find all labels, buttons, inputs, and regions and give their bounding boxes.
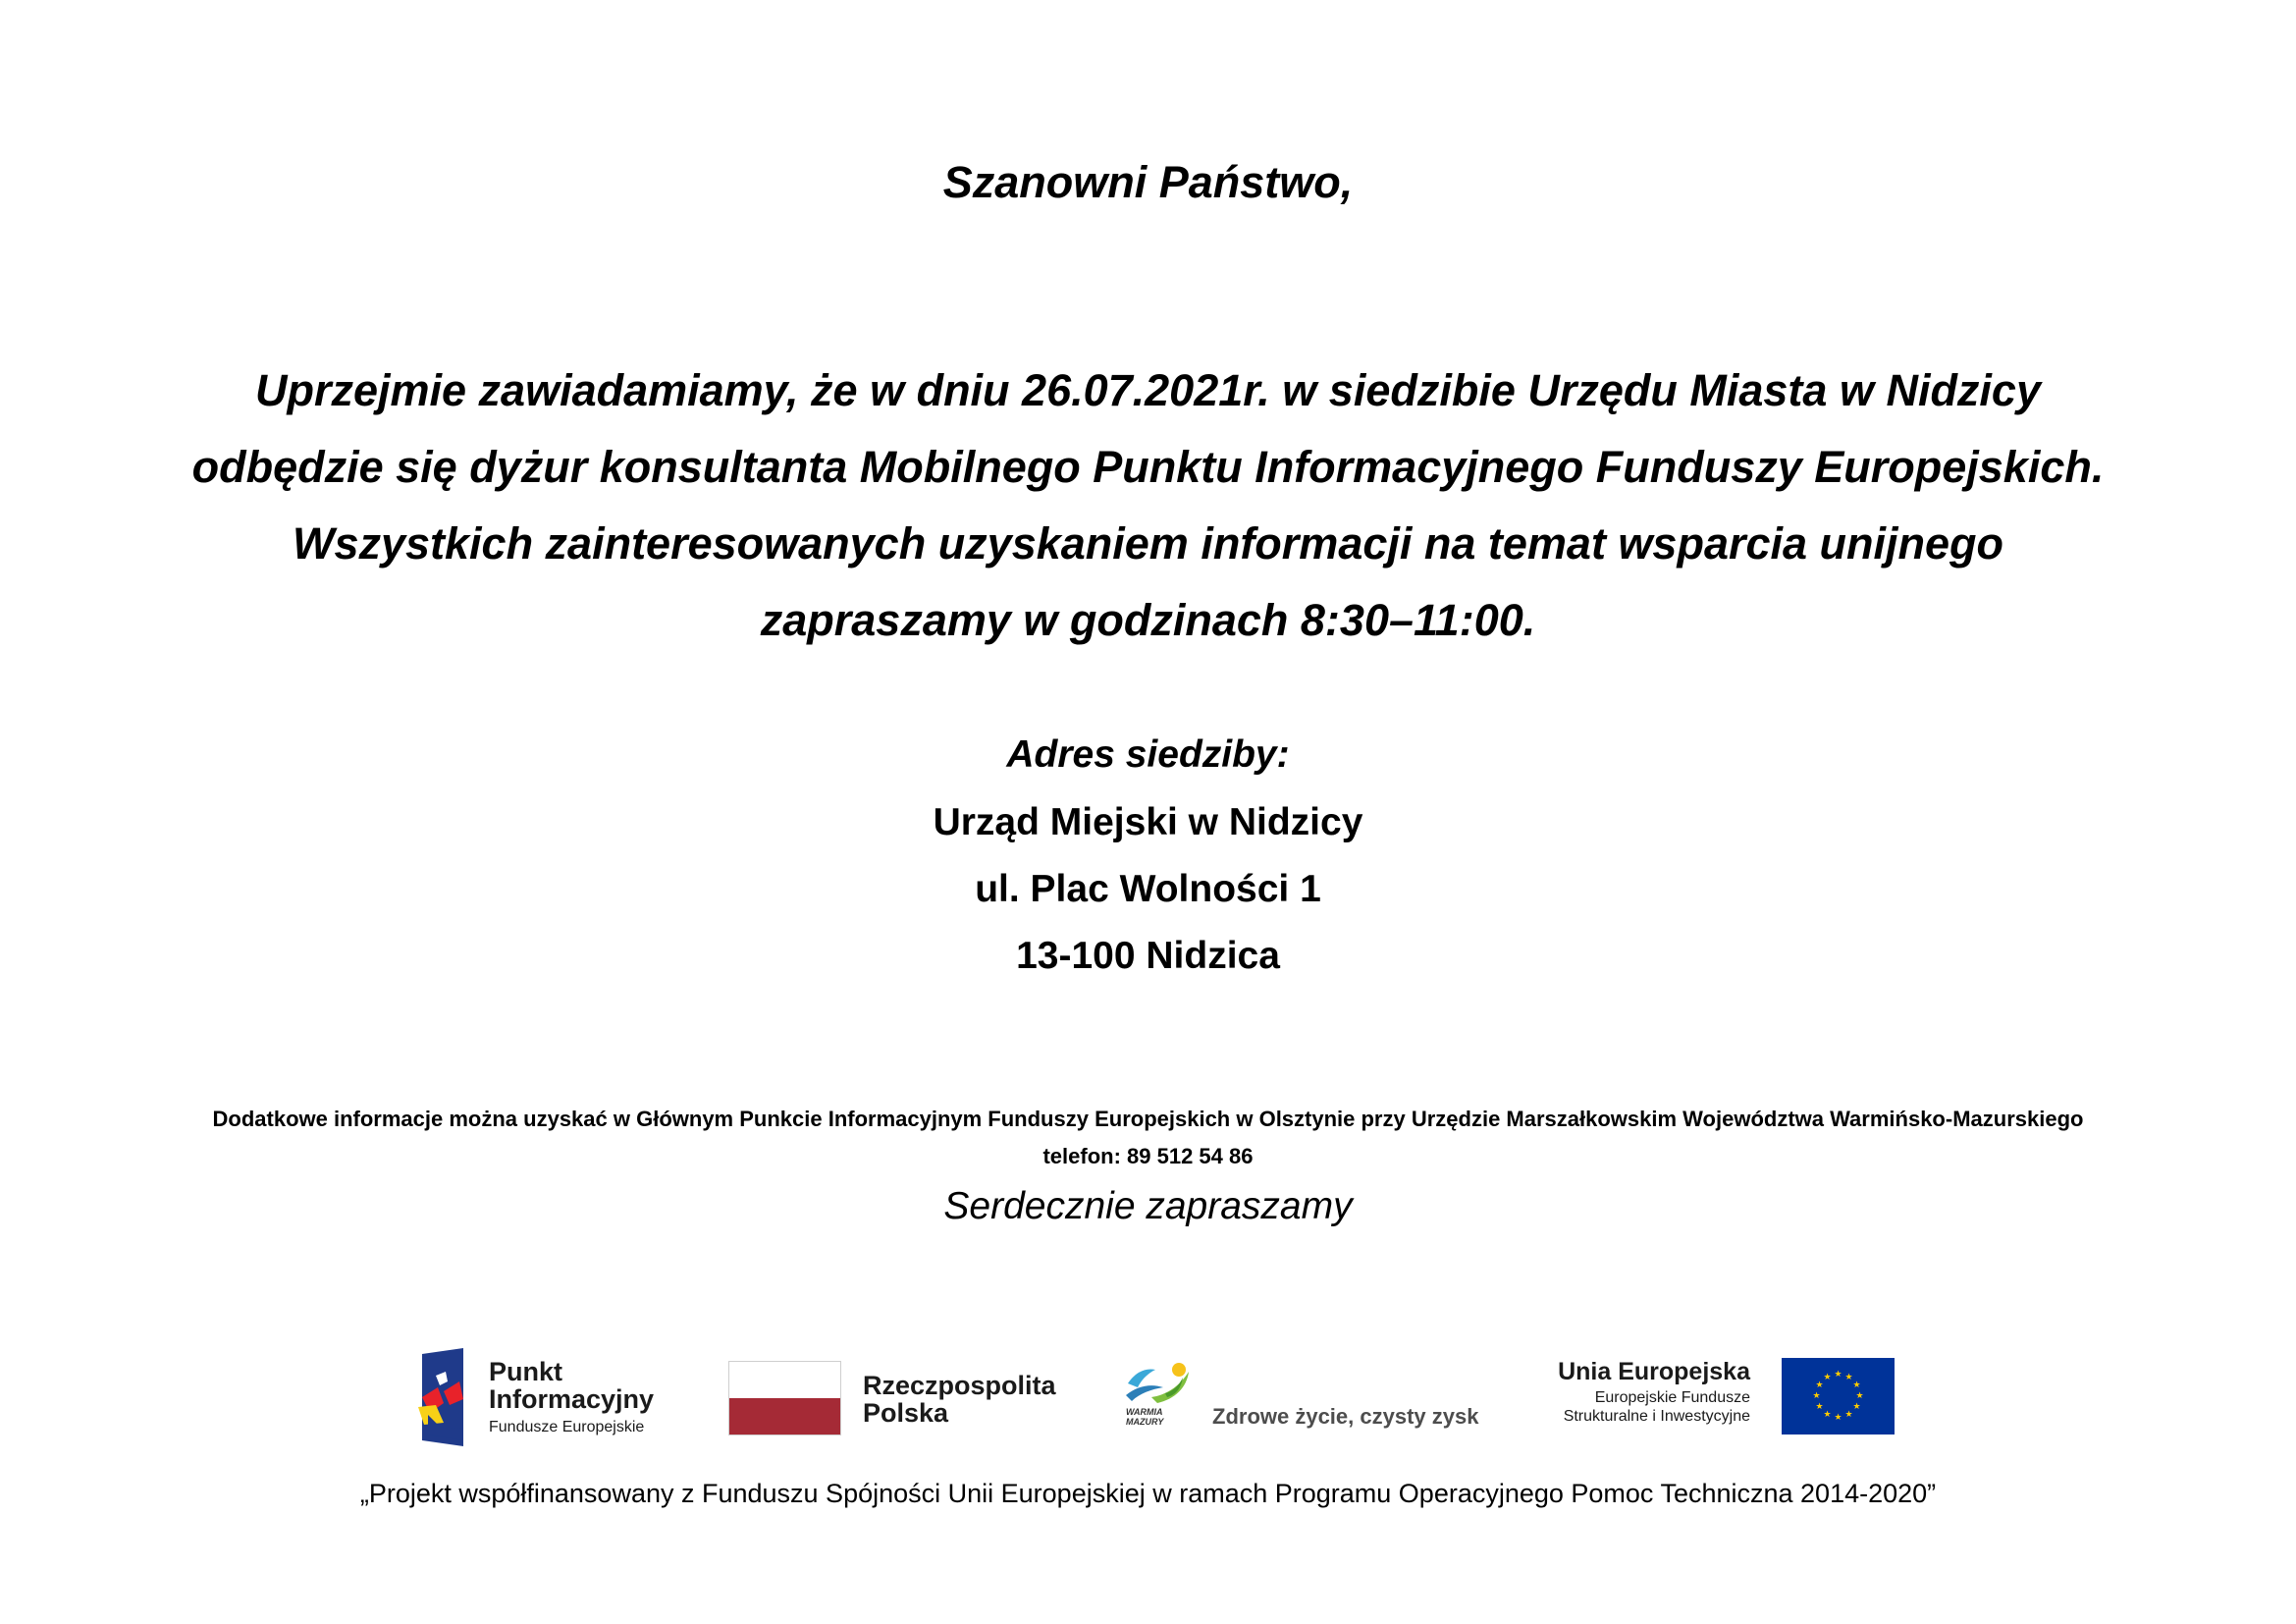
info-line: Dodatkowe informacje można uzyskać w Głównym Punkcie Informacyjnym Funduszy Europejskich w Olsztynie przy Urzędzie Marszałkowskim Województwa Warmińsko-Mazurskiego [212, 1107, 2084, 1131]
punkt-informacyjny-logo [414, 1348, 669, 1446]
address-line-1: Urząd Miejski w Nidzicy [933, 801, 1363, 843]
svg-text:★: ★ [1834, 1413, 1842, 1423]
info-phone: telefon: 89 512 54 86 [1042, 1144, 1254, 1168]
warmia-small-text-1: WARMIA [1126, 1407, 1163, 1417]
polish-flag-icon [728, 1361, 841, 1435]
svg-text:★: ★ [1844, 1373, 1853, 1382]
address-line-2: ul. Plac Wolności 1 [975, 868, 1321, 910]
punkt-title-line-1: Punkt [489, 1357, 563, 1386]
svg-text:★: ★ [1855, 1391, 1864, 1401]
svg-text:★: ★ [1823, 1410, 1832, 1420]
body-line-3: Wszystkich zainteresowanych uzyskaniem informacji na temat wsparcia unijnego [292, 518, 2004, 568]
svg-text:★: ★ [1852, 1380, 1861, 1390]
svg-text:★: ★ [1823, 1373, 1832, 1382]
warmia-mazury-icon [1122, 1358, 1201, 1407]
svg-text:★: ★ [1844, 1410, 1853, 1420]
eu-title: Unia Europejska [1558, 1358, 1750, 1385]
body-line-4: zapraszamy w godzinach 8:30–11:00. [760, 595, 1536, 645]
svg-text:★: ★ [1852, 1402, 1861, 1412]
eu-flag-icon [1782, 1358, 1895, 1435]
footer-text: „Projekt współfinansowany z Funduszu Spójności Unii Europejskiej w ramach Programu Operacyjnego Pomoc Techniczna 2014-2020” [359, 1479, 1937, 1508]
greeting: Szanowni Państwo, [942, 157, 1354, 207]
rp-name-line-1: Rzeczpospolita [863, 1371, 1056, 1400]
rp-name-line-2: Polska [863, 1398, 949, 1428]
body-line-2: odbędzie się dyżur konsultanta Mobilnego Punktu Informacyjnego Funduszy Europejskich. [191, 442, 2105, 492]
punkt-title-line-2: Informacyjny [489, 1384, 655, 1414]
body-line-1: Uprzejmie zawiadamiamy, że w dniu 26.07.2021r. w siedzibie Urzędu Miasta w Nidzicy [254, 365, 2041, 415]
rzeczpospolita-polska-logo [728, 1361, 1062, 1439]
svg-text:★: ★ [1834, 1370, 1842, 1380]
punkt-informacyjny-icon [414, 1348, 469, 1446]
warmia-small-text-2: MAZURY [1126, 1417, 1164, 1427]
address-line-3: 13-100 Nidzica [1016, 935, 1280, 977]
address-label: Adres siedziby: [1006, 733, 1290, 776]
closing-text: Serdecznie zapraszamy [943, 1185, 1353, 1227]
punkt-subtitle: Fundusze Europejskie [489, 1419, 645, 1435]
unia-europejska-logo [1541, 1358, 1895, 1436]
eu-subtitle-2: Strukturalne i Inwestycyjne [1563, 1408, 1750, 1425]
svg-text:★: ★ [1815, 1380, 1824, 1390]
warmia-mazury-logo [1122, 1358, 1485, 1436]
warmia-slogan: Zdrowe życie, czysty zysk [1212, 1404, 1479, 1429]
svg-text:★: ★ [1812, 1391, 1821, 1401]
svg-text:★: ★ [1815, 1402, 1824, 1412]
eu-subtitle-1: Europejskie Fundusze [1594, 1389, 1750, 1406]
